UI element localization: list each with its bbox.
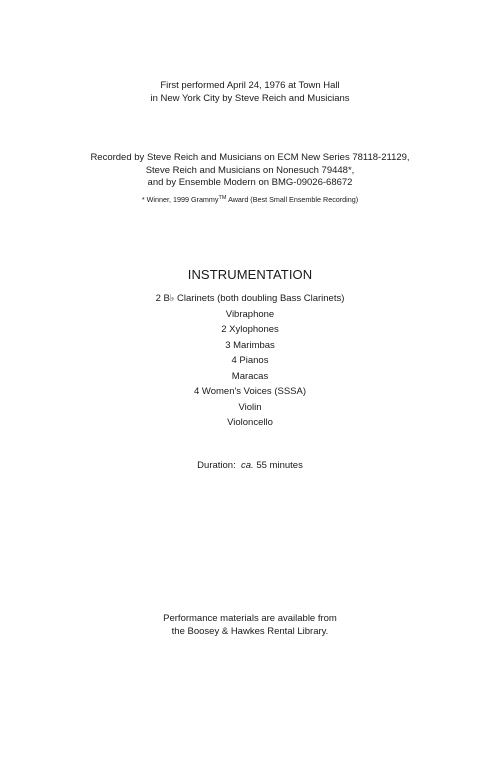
instrument-item: Vibraphone — [225, 308, 275, 320]
instrument-item: 4 Women's Voices (SSSA) — [194, 386, 306, 397]
rental-info — [0, 613, 500, 638]
rental-line-1: Performance materials are available from — [163, 613, 337, 624]
award-note-suffix: Award (Best Small Ensemble Recording) — [226, 195, 359, 204]
instrument-item: 2 Xylophones — [221, 324, 279, 335]
instrument-item: Violin — [238, 401, 262, 413]
instrument-item: 4 Pianos — [231, 355, 269, 366]
instrument-item: Violoncello — [227, 417, 273, 428]
duration-value: 55 minutes — [256, 460, 303, 471]
duration-label: Duration: — [197, 460, 236, 471]
recording-info — [0, 152, 500, 190]
grammy-award-note — [0, 193, 500, 205]
trademark-superscript: TM — [218, 195, 227, 201]
duration-approx: ca. — [241, 460, 254, 471]
premiere-info — [0, 80, 500, 105]
award-note-prefix: * Winner, 1999 Grammy — [141, 195, 219, 204]
instrument-item: Maracas — [231, 370, 269, 382]
instrumentation-heading: INSTRUMENTATION — [187, 267, 313, 282]
recording-line-3: and by Ensemble Modern on BMG-09026-68672 — [147, 177, 353, 188]
premiere-line-1: First performed April 24, 1976 at Town Hall — [160, 80, 340, 91]
recording-line-1: Recorded by Steve Reich and Musicians on ECM New Series 78118-21129, — [90, 152, 410, 163]
instrument-item: 3 Marimbas — [225, 339, 275, 351]
instrument-item: 2 B♭ Clarinets (both doubling Bass Clarinets) — [155, 293, 345, 304]
duration-line — [0, 460, 500, 473]
instrumentation-list — [0, 291, 500, 431]
rental-line-2: the Boosey & Hawkes Rental Library. — [171, 625, 329, 637]
premiere-line-2: in New York City by Steve Reich and Musicians — [150, 92, 350, 104]
recording-line-2: Steve Reich and Musicians on Nonesuch 79448*, — [145, 164, 355, 176]
